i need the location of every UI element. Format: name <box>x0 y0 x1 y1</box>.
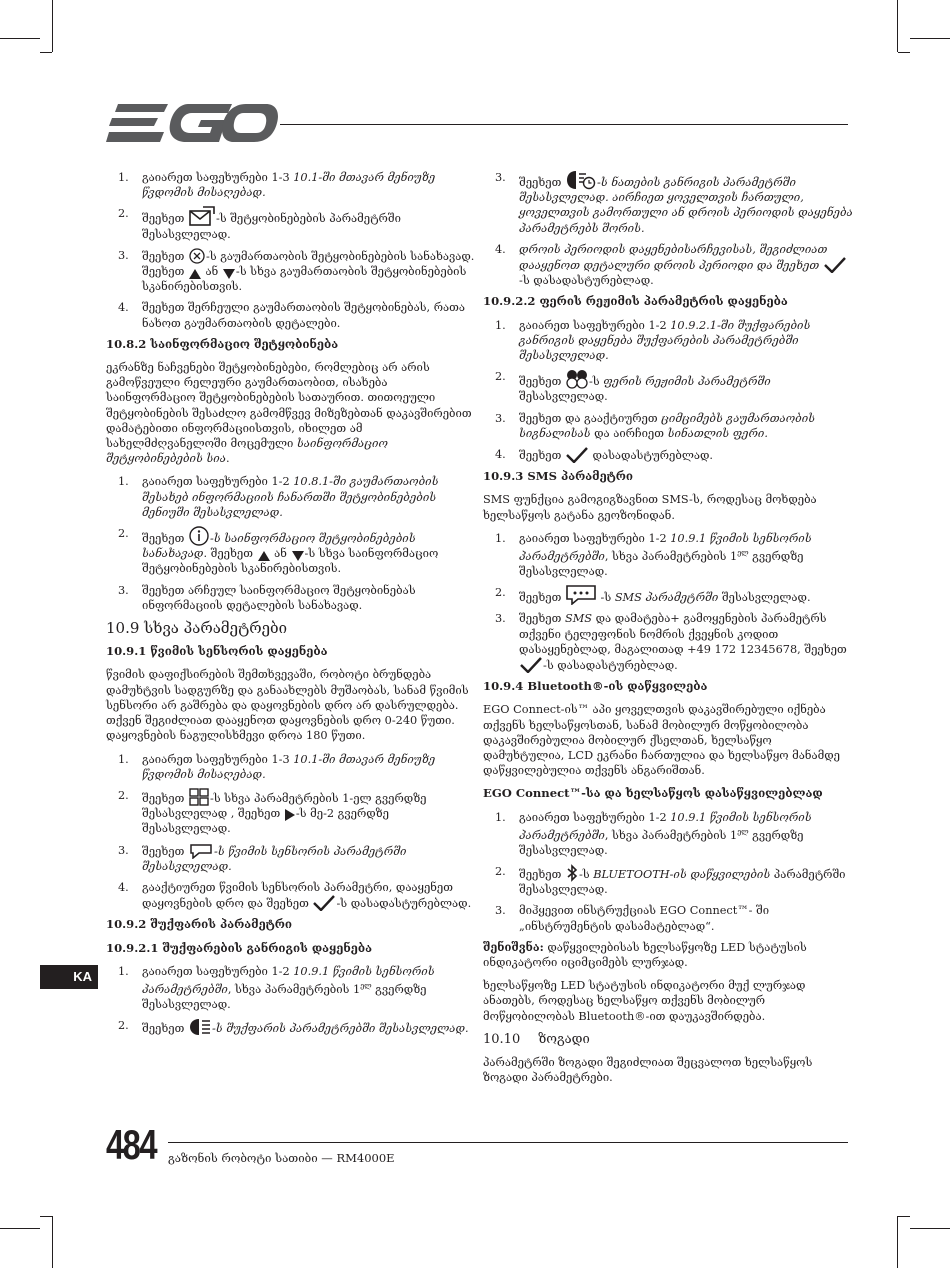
list-item: 2. შეეხეთ -ს SMS პარამეტრში შესასვლელად. <box>495 586 811 605</box>
triangle-up-icon <box>189 269 201 279</box>
list-item: 3. შეეხეთ SMS და დამატება+ გამოყენების პარამეტრს თქვენი ტელეფონის ნომრის ქვეყნის კოდით დასაყენებლად, მაგალითად +49 172 12345678, შეეხეთ -ს დასადასტურებლად. <box>495 612 847 673</box>
right-column <box>483 170 855 1093</box>
sms-steps <box>483 531 855 673</box>
footer-text: გაზონის რობოტი სათიბი — RM4000E <box>168 1151 395 1165</box>
list-item: 1. გაიარეთ საფეხურები 1-2 10.9.1 წვიმის სენსორის პარამეტრებში, სხვა პარამეტრების $1^{ელ}$ გვერდზე შესასვლელად. <box>495 810 812 857</box>
triangle-down-icon <box>223 269 235 279</box>
grid-icon <box>189 788 209 806</box>
color-mode-icon <box>566 369 588 389</box>
triangle-up-icon <box>258 551 270 561</box>
footer-rule <box>168 1142 848 1143</box>
page-number: 484 <box>106 1121 156 1168</box>
section-heading: 10.9.3 SMS პარამეტრი <box>483 469 634 484</box>
list-item: 3. შეეხეთ -ს გაუმართაობის შეტყობინებების სანახავად. შეეხეთ ან -ს სხვა გაუმართაობის შეტყობინებების სკანირებისთვის. <box>118 248 475 294</box>
header-rule <box>280 124 848 125</box>
crop-mark <box>898 52 910 53</box>
crop-mark <box>0 1228 40 1229</box>
list-item: 1. გაიარეთ საფეხურები 1-2 10.9.2.1-ში შუქფარების განრიგის დაყენება შუქფარების პარამეტრებში შესასვლელად. <box>495 318 811 363</box>
language-tab: KA <box>40 965 98 989</box>
list-item: 3. შეეხეთ -ს ნათების განრიგის პარამეტრში შესასვლელად. აირჩიეთ ყოველთვის ჩართული, ყოველთვის გამორთული ან დროის პერიოდის დაყენება პარამეტრებს შორის. <box>495 171 853 235</box>
section-heading: 10.9.2.2 ფერის რეჟიმის პარამეტრის დაყენება <box>483 294 788 309</box>
list-item: 2. შეეხეთ -ს შეტყობინებების პარამეტრში შესასვლელად. <box>118 207 401 241</box>
crop-mark <box>910 1228 950 1229</box>
section-heading: EGO Connect™-სა და ხელსაწყოს დასაწყვილებლად <box>483 786 823 801</box>
paragraph: EGO Connect-ის™ აპი ყოველთვის დაკავშირებული იქნება თქვენს ხელსაწყოსთან, სანამ მობილურ მოწყობილობა დაკავშირებულია მობილურ ქსელთან, ხელსაწყო დამუხტულია, LCD ეკრანი ჩართულია და ხელსაწყო მანამდე დაწყვილებულია თქვენს ანგარიშთან. <box>483 703 840 778</box>
checkmark-icon <box>520 657 542 673</box>
list-item: 3. შეეხეთ და გააქტიურეთ ციმციმებს გაუმართაობის სიგნალისას და აირჩიეთ სინათლის ფერი. <box>495 411 816 440</box>
list-item: 1. გაიარეთ საფეხურები 1-3 10.1-ში მთავარ მენიუზე წვდომის მისაღებად. <box>118 171 436 200</box>
paragraph: ეკრანზე ნაჩვენები შეტყობინებები, რომლებიც არ არის გამოწვეული რელეური გაუმართაობით, ისახება საინფორმაციო შეტყობინებების სათაურით. თითოეული შეტყობინების შესაძლო გამომწვევ მიზეზებთან დაკავშირებით დამატებითი ინფორმაციისთვის, იხილეთ ამ სახელმძღვანელოში მოცემული საინფორმაციო შეტყობინებების სია. <box>106 361 472 466</box>
info-notification-steps <box>106 474 478 613</box>
section-heading: 10.9.4 Bluetooth®-ის დაწყვილება <box>483 679 708 694</box>
crop-mark <box>910 38 950 39</box>
play-icon <box>285 809 295 821</box>
list-item: 2. შეეხეთ -ს სხვა პარამეტრების 1-ელ გვერდზე შესასვლელად , შეეხეთ -ს მე-2 გვერდზე შესასვლელად. <box>118 788 427 836</box>
checkmark-icon <box>824 257 846 273</box>
headlight-schedule-steps <box>106 964 478 1037</box>
triangle-down-icon <box>292 551 304 561</box>
bluetooth-pair-steps <box>483 810 855 934</box>
list-item: 4. შეეხეთ დასადასტურებლად. <box>495 448 713 463</box>
info-icon <box>189 526 209 546</box>
crop-mark <box>52 1216 53 1268</box>
crop-mark <box>40 52 52 53</box>
section-heading: 10.8.2 საინფორმაციო შეტყობინება <box>106 336 339 351</box>
message-icon <box>189 206 215 226</box>
rain-sensor-icon <box>189 843 213 859</box>
paragraph: SMS ფუნქცია გამოგიგზავნით SMS-ს, როდესაც მოხდება ხელსაწყოს გატანა გეოზონიდან. <box>483 493 817 522</box>
crop-mark <box>897 1216 898 1268</box>
checkmark-icon <box>313 895 335 911</box>
crop-mark <box>52 0 53 40</box>
fault-notification-steps <box>106 170 478 331</box>
left-column <box>106 170 478 1042</box>
paragraph: პარამეტრში ზოგადი შეგიძლიათ შეცვალოთ ხელსაწყოს ზოგადი პარამეტრები. <box>483 1056 813 1085</box>
headlight-icon <box>189 1018 211 1036</box>
light-schedule-steps <box>483 170 855 288</box>
section-heading: 10.10 ზოგადი <box>483 1031 590 1047</box>
list-item: 2. შეეხეთ -ს შუქფარის პარამეტრებში შესასვლელად. <box>118 1019 469 1036</box>
rain-sensor-steps <box>106 752 478 912</box>
light-schedule-icon <box>566 170 596 190</box>
ego-logo <box>106 102 278 144</box>
list-item: 1. გაიარეთ საფეხურები 1-2 10.8.1-ში გაუმართაობის შესახებ ინფორმაციის ჩანართში შეტყობინებების მენიუში შესასვლელად. <box>118 475 439 519</box>
checkmark-icon <box>566 447 588 463</box>
list-item: 2. შეეხეთ -ს BLUETOOTH-ის დაწყვილების პარამეტრში შესასვლელად. <box>495 865 846 897</box>
list-item: 4. დროის პერიოდის დაყენებისარჩევისას, შეგიძლიათ დააყენოთ დეტალური დროის პერიოდი და შეეხეთ -ს დასადასტურებლად. <box>483 242 855 289</box>
color-mode-steps <box>483 318 855 464</box>
list-item: 1. გაიარეთ საფეხურები 1-2 10.9.1 წვიმის სენსორის პარამეტრებში, სხვა პარამეტრების $1^{ელ}$ გვერდზე შესასვლელად. <box>118 964 435 1011</box>
crop-mark <box>40 1216 52 1217</box>
note: შენიშვნა: დაწყვილებისას ხელსაწყოზე LED სტატუსის ინდიკატორი იციმციმებს ლურჯად. <box>483 939 807 970</box>
crop-mark <box>0 38 40 39</box>
crop-mark <box>52 38 53 52</box>
list-item: 3. მიჰყევით ინსტრუქციას EGO Connect™- ში „ინსტრუმენტის დასამატებლად“. <box>495 904 770 933</box>
list-item: 2. შეეხეთ -ს ფერის რეჟიმის პარამეტრში შესასვლელად. <box>495 370 771 404</box>
bluetooth-icon <box>566 864 578 882</box>
list-item: 3. შეეხეთ არჩეულ საინფორმაციო შეტყობინებას ინფორმაციის დეტალების სანახავად. <box>118 583 416 612</box>
list-item: 4. შეეხეთ შერჩეული გაუმართაობის შეტყობინებას, რათა ნახოთ გაუმართაობის დეტალები. <box>118 301 465 330</box>
list-item: 1. გაიარეთ საფეხურები 1-2 10.9.1 წვიმის სენსორის პარამეტრებში, სხვა პარამეტრების $1^{ელ}$ გვერდზე შესასვლელად. <box>495 531 812 579</box>
paragraph: წვიმის დაფიქსირების შემთხვევაში, რობოტი ბრუნდება დამუხტვის სადგურზე და განაახლებს მუშაობას, სანამ წვიმის სენსორი არ გაშრება და დაყოვნების დრო არ დასრულდება. თქვენ შეგიძლიათ დააყენოთ დაყოვნების დრო 0-240 წუთი. დაყოვნების ნაგულისხმევი დროა 180 წუთი. <box>106 668 469 743</box>
section-heading: 10.9.2 შუქფარის პარამეტრი <box>106 917 293 932</box>
section-heading: 10.9.1 წვიმის სენსორის დაყენება <box>106 644 328 659</box>
list-item: 4. გააქტიურეთ წვიმის სენსორის პარამეტრი, დააყენეთ დაყოვნების დრო და შეეხეთ -ს დასადასტურებლად. <box>118 880 472 911</box>
crop-mark <box>897 0 898 52</box>
crop-mark <box>898 1216 910 1217</box>
section-heading: 10.9 სხვა პარამეტრები <box>106 619 287 638</box>
list-item: 2. შეეხეთ -ს საინფორმაციო შეტყობინებების სანახავად. შეეხეთ ან -ს სხვა საინფორმაციო შეტყობინებების სკანირებისთვის. <box>118 527 439 576</box>
paragraph: ხელსაწყოზე LED სტატუსის ინდიკატორი მუქ ლურჯად ანათებს, როდესაც ხელსაწყო თქვენს მობილურ მოწყობილობას Bluetooth®-ით დაუკავშირდება. <box>483 979 806 1023</box>
close-circle-icon <box>189 248 205 264</box>
section-heading: 10.9.2.1 შუქფარების განრიგის დაყენება <box>106 940 373 955</box>
list-item: 3. შეეხეთ -ს წვიმის სენსორის პარამეტრში შესასვლელად. <box>118 843 407 873</box>
list-item: 1. გაიარეთ საფეხურები 1-3 10.1-ში მთავარ მენიუზე წვდომის მისაღებად. <box>118 752 436 781</box>
sms-icon <box>566 585 596 605</box>
